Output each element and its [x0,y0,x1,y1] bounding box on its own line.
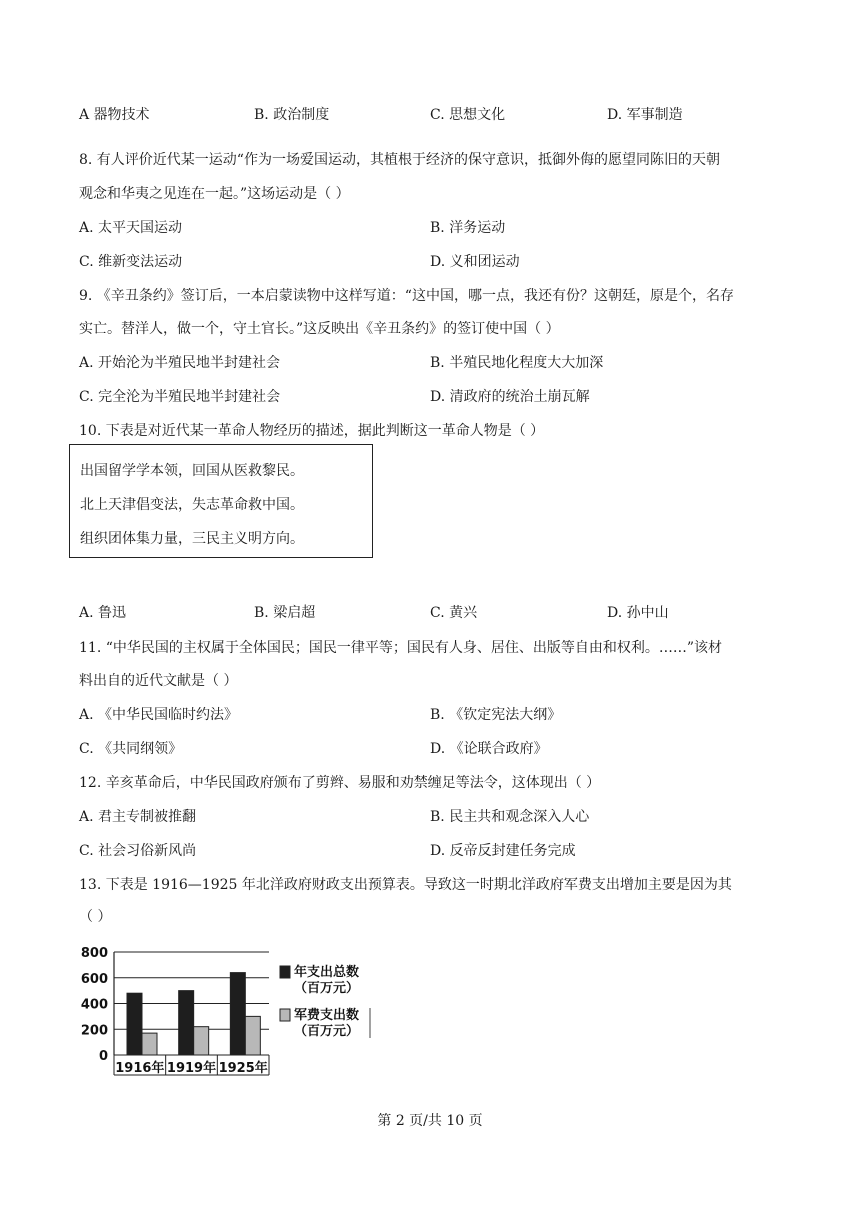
q10-option-d: D. 孙中山 [607,605,669,621]
q9-option-c: C. 完全沦为半殖民地半封建社会 [79,389,281,405]
q12-option-b: B. 民主共和观念深入人心 [430,809,590,825]
q12-option-c: C. 社会习俗新风尚 [79,843,197,859]
q10-option-a: A. 鲁迅 [79,605,127,621]
q7-option-a: A 器物技术 [79,107,150,123]
q12-option-a: A. 君主专制被推翻 [79,809,197,825]
q10-option-c: C. 黄兴 [430,605,478,621]
q11-option-c: C. 《共同纲领》 [79,741,183,757]
bar [230,973,245,1055]
q11-option-d: D. 《论联合政府》 [430,741,548,757]
q7-option-c: C. 思想文化 [430,107,506,123]
q8-option-b: B. 洋务运动 [430,220,506,236]
bar [179,991,194,1055]
x-tick-label: 1925年 [218,1061,268,1076]
y-tick-label: 200 [80,1023,108,1039]
y-tick-label: 800 [80,946,108,961]
bar [194,1027,209,1055]
bar [245,1016,260,1055]
legend-label-unit: （百万元） [294,981,360,996]
legend-swatch [280,966,290,978]
q10-description-table [69,444,373,558]
q10-table-line: 出国留学学本领，回国从医救黎民。 [80,463,304,479]
q9-option-b: B. 半殖民地化程度大大加深 [430,355,604,371]
y-tick-label: 600 [80,971,108,987]
x-tick-label: 1916年 [115,1061,165,1076]
q11-stem-line1: 11. “中华民国的主权属于全体国民；国民一律平等；国民有人身、居住、出版等自由和权利。……”该材 [79,640,723,656]
q13-stem-line1: 13. 下表是 1916—1925 年北洋政府财政支出预算表。导致这一时期北洋政府军费支出增加主要是因为其 [79,877,732,893]
y-tick-label: 400 [80,997,108,1013]
q9-stem-line1: 9. 《辛丑条约》签订后，一本启蒙读物中这样写道：“这中国，哪一点，我还有份？这朝廷，原是个，名存 [79,288,734,304]
legend-label-unit: （百万元） [294,1024,360,1039]
q8-option-a: A. 太平天国运动 [79,220,183,236]
q8-stem-line1: 8. 有人评价近代某一运动“作为一场爱国运动，其植根于经济的保守意识，抵御外侮的愿望同陈旧的天朝 [79,152,720,168]
y-tick-label: 0 [98,1049,108,1064]
page-footer: 第 2 页/共 10 页 [377,1113,483,1129]
q10-option-b: B. 梁启超 [254,605,316,621]
bar [142,1033,157,1055]
q10-table-line: 北上天津倡变法，失志革命救中国。 [80,497,304,513]
q12-stem: 12. 辛亥革命后，中华民国政府颁布了剪辫、易服和劝禁缠足等法令，这体现出（ ） [79,775,601,791]
legend-swatch [280,1009,290,1021]
x-tick-label: 1919年 [166,1061,217,1076]
q11-option-b: B. 《钦定宪法大纲》 [430,707,562,723]
q9-option-d: D. 清政府的统治土崩瓦解 [430,389,590,405]
q9-stem-line2: 实亡。替洋人，做一个，守土官长。”这反映出《辛丑条约》的签订使中国（ ） [79,321,560,337]
bar [127,993,142,1055]
q12-option-d: D. 反帝反封建任务完成 [430,843,576,859]
legend-label: 军费支出数 [294,1008,360,1023]
q8-option-d: D. 义和团运动 [430,254,520,270]
q11-option-a: A. 《中华民国临时约法》 [79,707,239,723]
q7-option-d: D. 军事制造 [607,107,683,123]
q10-table-line: 组织团体集力量，三民主义明方向。 [80,531,304,547]
q9-option-a: A. 开始沦为半殖民地半封建社会 [79,355,281,371]
expenditure-bar-chart [80,940,384,1080]
q10-stem: 10. 下表是对近代某一革命人物经历的描述，据此判断这一革命人物是（ ） [79,423,545,439]
q11-stem-line2: 料出自的近代文献是（ ） [79,673,238,689]
q13-stem-line2: （ ） [79,909,112,925]
q8-option-c: C. 维新变法运动 [79,254,183,270]
legend-label: 年支出总数 [294,965,360,980]
q8-stem-line2: 观念和华夷之见连在一起。”这场运动是（ ） [79,186,350,202]
q7-option-b: B. 政治制度 [254,107,330,123]
